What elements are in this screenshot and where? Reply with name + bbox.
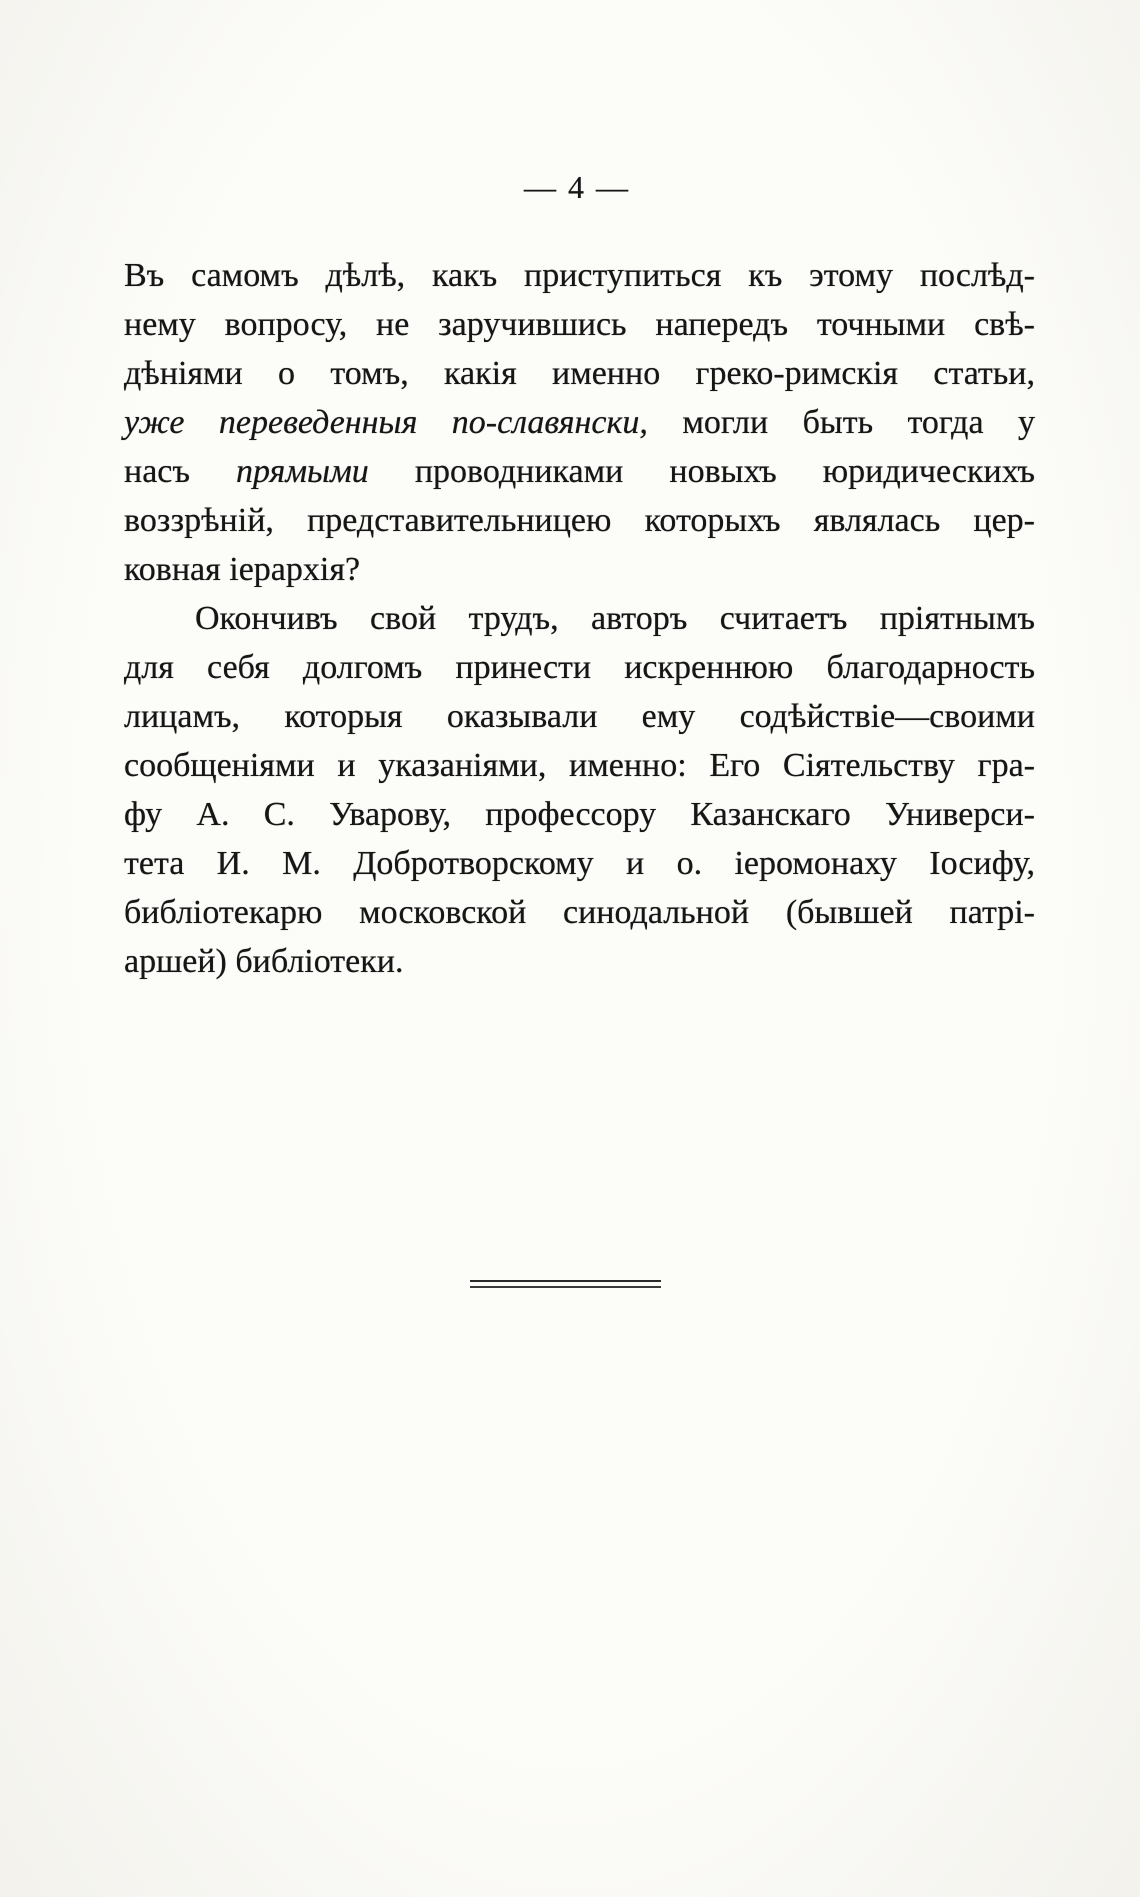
text-line: [124, 692, 1035, 741]
text-line: [124, 790, 1035, 839]
decorative-rule: [470, 1280, 661, 1288]
italic-phrase: уже переведенныя по-славянски,: [124, 404, 648, 441]
page-number: — 4 —: [524, 169, 630, 205]
text-line: [124, 251, 1035, 300]
text-line: [124, 496, 1035, 545]
text-line: [124, 839, 1035, 888]
body-text: [124, 251, 1035, 986]
line-text: насъ: [124, 453, 190, 490]
line-text: Окончивъ свой трудъ, авторъ считаетъ пріятнымъ: [195, 600, 1035, 637]
line-text: для себя долгомъ принести искреннюю благодарность: [124, 649, 1035, 686]
paragraph: [124, 594, 1035, 986]
text-line: [124, 349, 1035, 398]
text-line: [124, 447, 1035, 496]
text-line: [124, 643, 1035, 692]
line-text: тета И. М. Добротворскому и о. іеромонаху Іосифу,: [124, 845, 1035, 882]
line-text: воззрѣній, представительницею которыхъ являлась цер-: [124, 502, 1035, 539]
line-text: Въ самомъ дѣлѣ, какъ приступиться къ этому послѣд-: [124, 257, 1035, 294]
italic-phrase: прямыми: [236, 453, 369, 490]
text-line: [124, 888, 1035, 937]
line-text: дѣніями о томъ, какія именно греко-римскія статьи,: [124, 355, 1035, 392]
line-text: фу А. С. Уварову, профессору Казанскаго Универси-: [124, 796, 1035, 833]
paragraph: [124, 251, 1035, 594]
line-text: сообщеніями и указаніями, именно: Его Сіятельству гра-: [124, 747, 1035, 784]
line-text: лицамъ, которыя оказывали ему содѣйствіе—своими: [124, 698, 1035, 735]
line-text: проводниками новыхъ юридическихъ: [414, 453, 1035, 490]
line-text: нему вопросу, не заручившись напередъ точными свѣ-: [124, 306, 1035, 343]
line-text: могли быть тогда у: [682, 404, 1035, 441]
text-line: [124, 300, 1035, 349]
text-line: [124, 398, 1035, 447]
text-line: [124, 937, 1035, 986]
text-line: [124, 741, 1035, 790]
line-text: ковная іерархія?: [124, 551, 361, 588]
line-text: аршей) библіотеки.: [124, 943, 404, 980]
text-line: [124, 594, 1035, 643]
line-text: библіотекарю московской синодальной (бывшей патрі-: [124, 894, 1035, 931]
text-line: [124, 545, 1035, 594]
